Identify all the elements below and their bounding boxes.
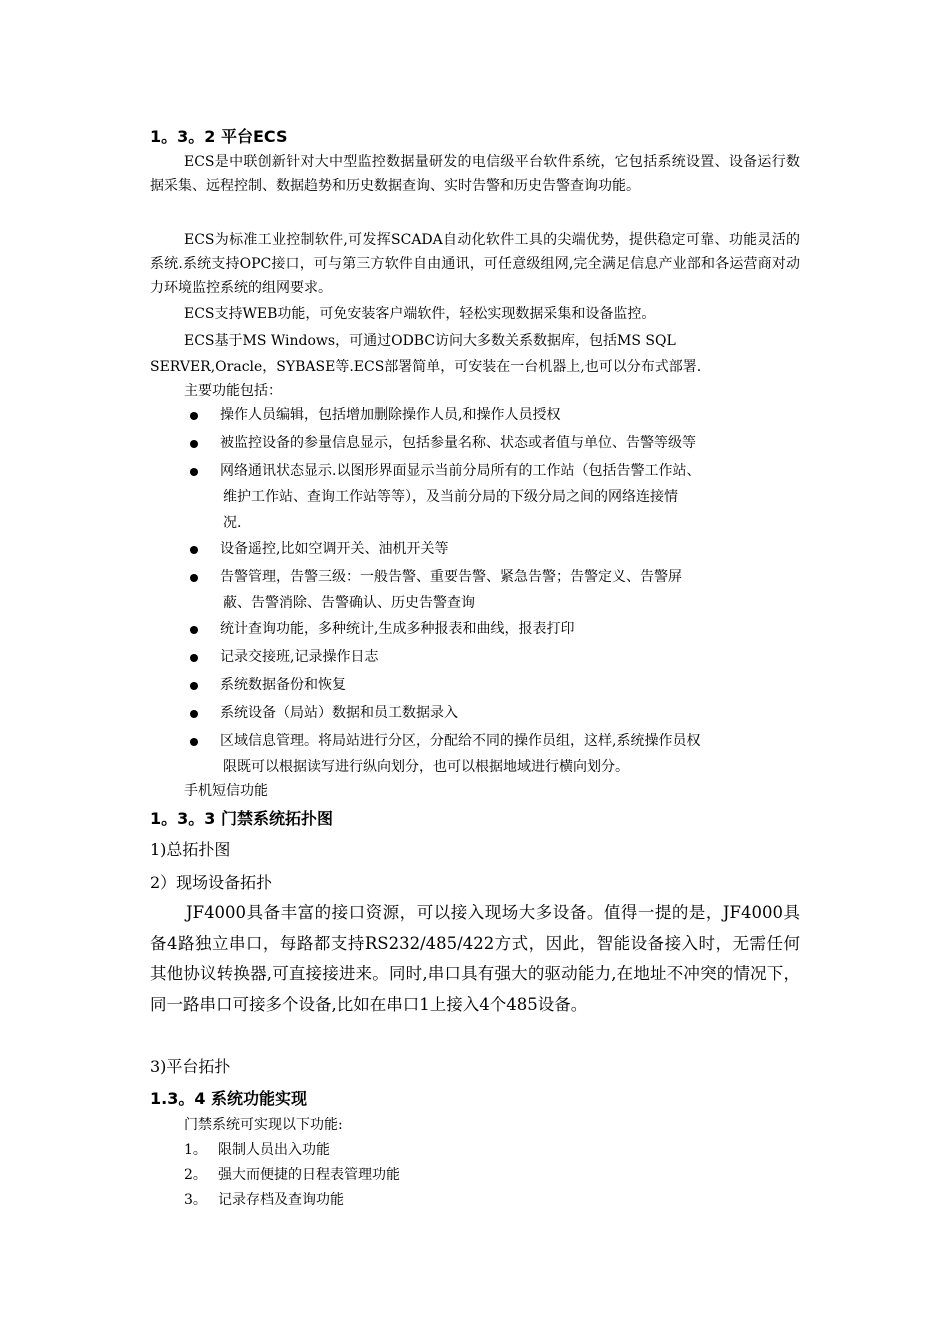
bullet-icon (190, 468, 198, 476)
section-heading-1-3-2: 1。3。2 平台ECS (150, 127, 288, 146)
paragraph-ecs-windows-line2: SERVER,Oracle，SYBASE等.ECS部署简单，可安装在一台机器上,也可以分布式部署. (150, 359, 702, 375)
bullet-icon (190, 546, 198, 554)
bullet-icon (190, 574, 198, 582)
list-item: 被监控设备的参量信息显示，包括参量名称、状态或者值与单位、告警等级等 (150, 430, 800, 456)
bullet-icon (190, 738, 198, 746)
list-item: 设备遥控,比如空调开关、油机开关等 (150, 536, 800, 562)
features-intro: 主要功能包括： (184, 383, 282, 399)
paragraph-jf4000: JF4000具备丰富的接口资源，可以接入现场大多设备。值得一提的是，JF4000具备4路独立串口，每路都支持RS232/485/422方式，因此，智能设备接入时，无需任何其他协议转换器,可直接接进来。同时,串口具有强大的驱动能力,在地址不冲突的情况下，同一路串口可接多个设备,比如在串口1上接入4个485设备。 (150, 903, 800, 1014)
bullet-icon (190, 654, 198, 662)
bullet-icon (190, 412, 198, 420)
subheading-overall-topology: 1)总拓扑图 (150, 840, 231, 859)
list-item: 系统设备（局站）数据和员工数据录入 (150, 700, 800, 726)
paragraph-ecs-windows-line1: ECS基于MS Windows，可通过ODBC访问大多数关系数据库，包括MS SQL (184, 333, 676, 349)
list-item: 区域信息管理。将局站进行分区，分配给不同的操作员组，这样,系统操作员权 限既可以根据读写进行纵向划分，也可以根据地域进行横向划分。 (150, 728, 800, 780)
bullet-icon (190, 682, 198, 690)
list-item: 2。 强大而便捷的日程表管理功能 (184, 1167, 400, 1183)
subheading-site-topology: 2）现场设备拓扑 (150, 873, 273, 892)
sms-feature: 手机短信功能 (184, 783, 268, 799)
bullet-icon (190, 710, 198, 718)
list-item: 统计查询功能，多种统计,生成多种报表和曲线，报表打印 (150, 616, 800, 642)
paragraph-ecs-web: ECS支持WEB功能，可免安装客户端软件，轻松实现数据采集和设备监控。 (184, 306, 656, 322)
section-heading-1-3-3: 1。3。3 门禁系统拓扑图 (150, 809, 333, 828)
list-item: 网络通讯状态显示.以图形界面显示当前分局所有的工作站（包括告警工作站、 维护工作站、查询工作站等等），及当前分局的下级分局之间的网络连接情 况. (150, 458, 800, 536)
paragraph-ecs-intro: ECS是中联创新针对大中型监控数据量研发的电信级平台软件系统，它包括系统设置、设备运行数据采集、远程控制、数据趋势和历史数据查询、实时告警和历史告警查询功能。 (150, 154, 800, 194)
subheading-platform-topology: 3)平台拓扑 (150, 1057, 231, 1076)
functions-intro: 门禁系统可实现以下功能: (184, 1117, 343, 1133)
list-item: 3。 记录存档及查询功能 (184, 1192, 344, 1208)
bullet-icon (190, 626, 198, 634)
bullet-icon (190, 440, 198, 448)
paragraph-ecs-standard: ECS为标准工业控制软件,可发挥SCADA自动化软件工具的尖端优势，提供稳定可靠、功能灵活的系统.系统支持OPC接口，可与第三方软件自由通讯，可任意级组网,完全满足信息产业部和各运营商对动力环境监控系统的组网要求。 (150, 232, 800, 296)
section-heading-1-3-4: 1.3。4 系统功能实现 (150, 1089, 308, 1108)
list-item: 操作人员编辑，包括增加删除操作人员,和操作人员授权 (150, 402, 800, 428)
list-item: 系统数据备份和恢复 (150, 672, 800, 698)
list-item: 记录交接班,记录操作日志 (150, 644, 800, 670)
list-item: 告警管理，告警三级：一般告警、重要告警、紧急告警；告警定义、告警屏 蔽、告警消除、告警确认、历史告警查询 (150, 564, 800, 616)
list-item: 1。 限制人员出入功能 (184, 1142, 330, 1158)
